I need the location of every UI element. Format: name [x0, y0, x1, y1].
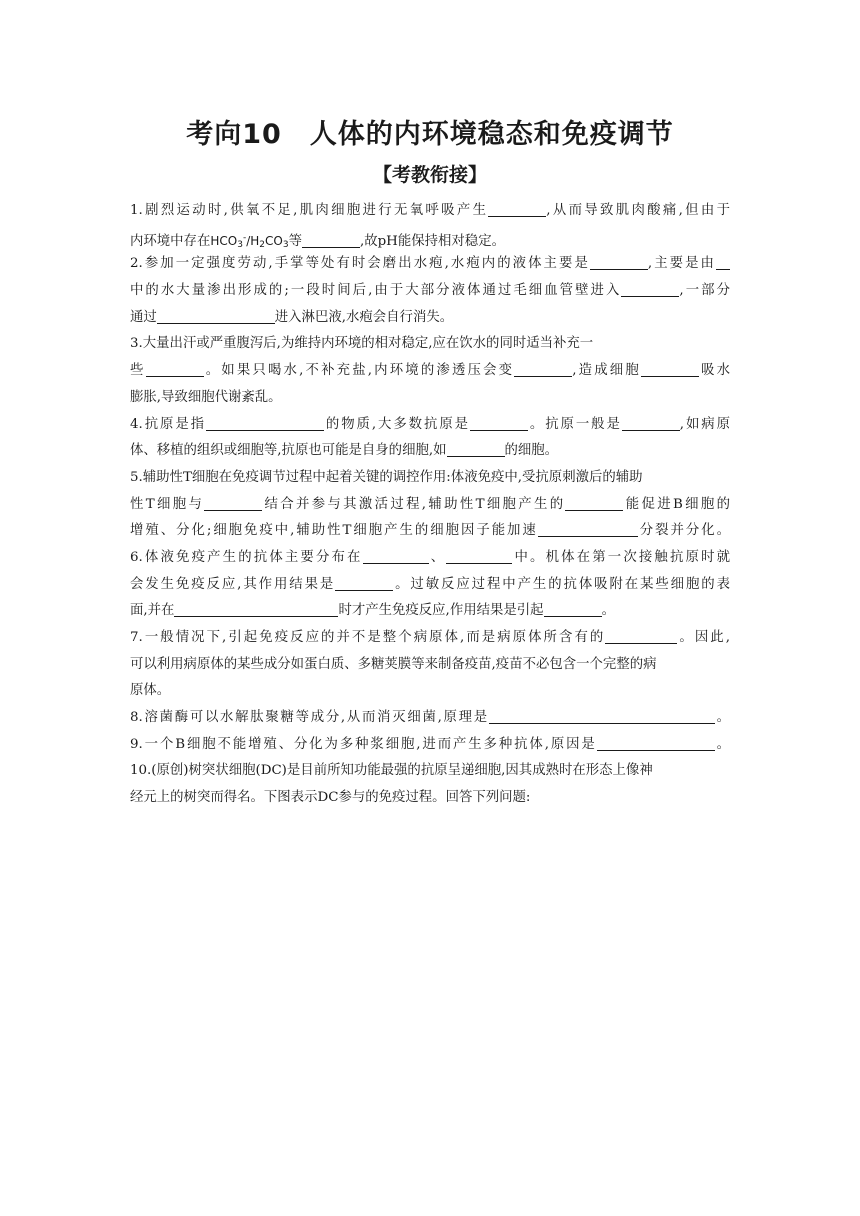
answer-blank[interactable]: [363, 547, 429, 564]
question-3-line-3: 膨胀,导致细胞代谢紊乱。: [130, 389, 282, 405]
answer-blank[interactable]: [538, 520, 638, 537]
answer-blank[interactable]: [447, 440, 505, 457]
chemical-formula: $HCO_3^-/H_2CO_3$: [210, 232, 289, 250]
question-9-line-1: 9.一个B细胞不能增殖、分化为多种浆细胞,进而产生多种抗体,原因是 。: [130, 732, 730, 759]
question-10-line-2: 经元上的树突而得名。下图表示DC参与的免疫过程。回答下列问题:: [130, 790, 531, 806]
answer-blank[interactable]: [157, 307, 275, 324]
answer-blank[interactable]: [470, 414, 528, 431]
answer-blank[interactable]: [621, 280, 679, 297]
question-5-line-1: 5.辅助性T细胞在免疫调节过程中起着关键的调控作用:体液免疫中,受抗原刺激后的辅助: [130, 469, 643, 485]
answer-blank[interactable]: [597, 734, 715, 751]
answer-blank[interactable]: [302, 231, 360, 248]
question-4-line-1: 4.抗原是指 的物质,大多数抗原是 。抗原一般是 ,如病原: [130, 412, 730, 439]
answer-blank[interactable]: [206, 414, 324, 431]
question-8-line-1: 8.溶菌酶可以水解肽聚糖等成分,从而消灭细菌,原理是 。: [130, 705, 730, 732]
question-5-line-3: 增殖、分化;细胞免疫中,辅助性T细胞产生的细胞因子能加速 分裂并分化。: [130, 518, 730, 545]
question-10-line-1: 10.(原创)树突状细胞(DC)是目前所知功能最强的抗原呈递细胞,因其成熟时在形态上像神: [130, 763, 653, 779]
answer-blank[interactable]: [590, 253, 648, 270]
question-2-line-2: 中的水大量渗出形成的;一段时间后,由于大部分液体通过毛细血管壁进入 ,一部分: [130, 278, 730, 305]
section-heading: 【考教衔接】: [372, 164, 487, 186]
answer-blank[interactable]: [514, 360, 572, 377]
page-title: 考向10 人体的内环境稳态和免疫调节: [186, 119, 674, 150]
question-2-line-1: 2.参加一定强度劳动,手掌等处有时会磨出水疱,水疱内的液体主要是 ,主要是由: [130, 251, 730, 278]
answer-blank[interactable]: [489, 707, 715, 724]
question-3-line-2: 些 。如果只喝水,不补充盐,内环境的渗透压会变 ,造成细胞 吸水: [130, 358, 730, 385]
answer-blank[interactable]: [174, 600, 338, 617]
answer-blank[interactable]: [204, 494, 262, 511]
answer-blank[interactable]: [641, 360, 699, 377]
question-3-line-1: 3.大量出汗或严重腹泻后,为维持内环境的相对稳定,应在饮水的同时适当补充一: [130, 336, 594, 352]
question-1-line-1: 1.剧烈运动时,供氧不足,肌肉细胞进行无氧呼吸产生 ,从而导致肌肉酸痛,但由于: [130, 198, 730, 225]
question-2-line-3: 通过 进入淋巴液,水疱会自行消失。: [130, 305, 730, 332]
answer-blank[interactable]: [622, 414, 680, 431]
question-1-line-2: 内环境中存在$HCO_3^-/H_2CO_3$等 ,故pH能保持相对稳定。: [130, 232, 505, 250]
question-6-line-2: 会发生免疫反应,其作用结果是 。过敏反应过程中产生的抗体吸附在某些细胞的表: [130, 572, 730, 599]
question-7-line-1: 7.一般情况下,引起免疫反应的并不是整个病原体,而是病原体所含有的 。因此,: [130, 625, 730, 652]
question-7-line-3: 原体。: [130, 683, 171, 699]
answer-blank[interactable]: [446, 547, 512, 564]
question-6-line-3: 面,并在 时才产生免疫反应,作用结果是引起 。: [130, 598, 730, 625]
question-list: [130, 198, 730, 812]
question-6-line-1: 6.体液免疫产生的抗体主要分布在 、 中。机体在第一次接触抗原时就: [130, 545, 730, 572]
question-5-line-2: 性T细胞与 结合并参与其激活过程,辅助性T细胞产生的 能促进B细胞的: [130, 492, 730, 519]
question-4-line-2: 体、移植的组织或细胞等,抗原也可能是自身的细胞,如 的细胞。: [130, 438, 730, 465]
answer-blank[interactable]: [565, 494, 623, 511]
answer-blank[interactable]: [146, 360, 204, 377]
answer-blank[interactable]: [544, 600, 602, 617]
answer-blank[interactable]: [488, 200, 546, 217]
question-7-line-2: 可以利用病原体的某些成分如蛋白质、多糖荚膜等来制备疫苗,疫苗不必包含一个完整的病: [130, 656, 657, 672]
answer-blank[interactable]: [605, 627, 677, 644]
answer-blank[interactable]: [335, 574, 393, 591]
answer-blank[interactable]: [716, 253, 730, 270]
